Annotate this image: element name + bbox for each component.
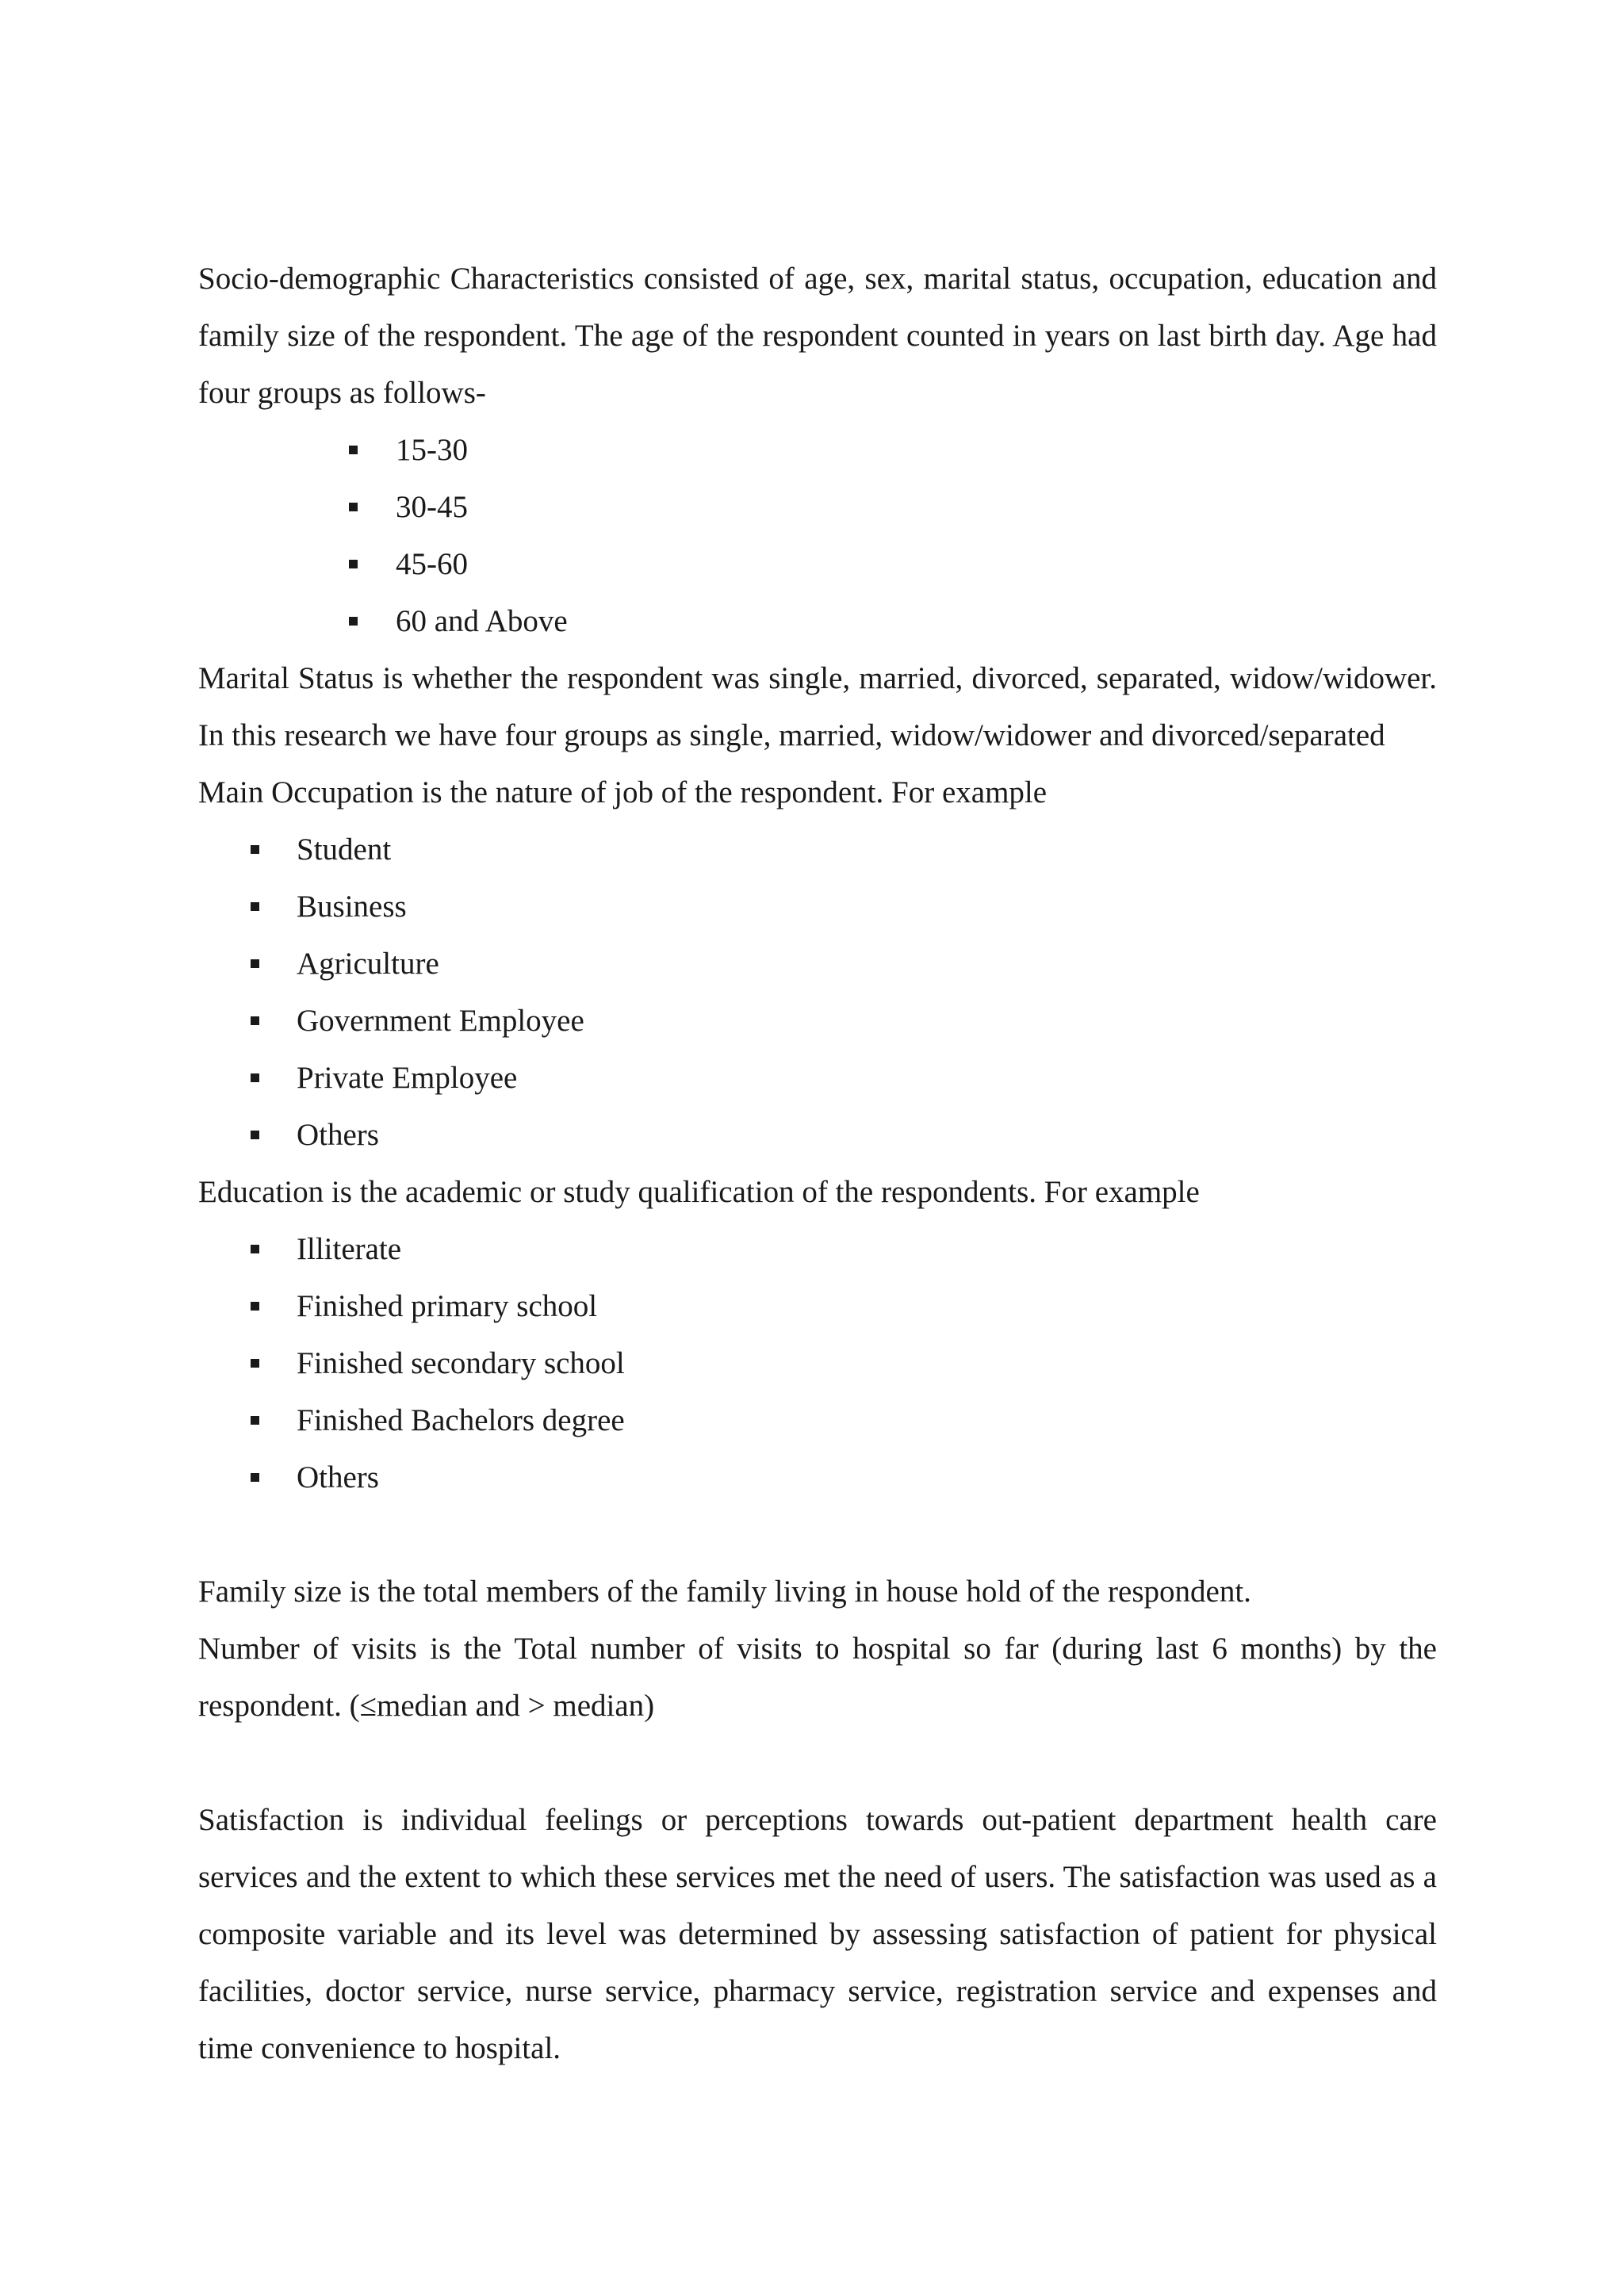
- occupation-paragraph: Main Occupation is the nature of job of the respondent. For example: [198, 775, 1048, 809]
- square-bullet-icon: [251, 1245, 259, 1253]
- list-item: [198, 1050, 1437, 1107]
- age-group-list: [198, 422, 1437, 650]
- square-bullet-icon: [349, 446, 358, 454]
- square-bullet-icon: [251, 1302, 259, 1311]
- marital-status-paragraph: Marital Status is whether the respondent was single, married, divorced, separated, widow/widower. In this research we have four groups as single, married, widow/widower and divorced/separated: [198, 661, 1437, 752]
- list-item-text: Others: [297, 1460, 379, 1494]
- education-paragraph: Education is the academic or study qualification of the respondents. For example: [198, 1175, 1200, 1209]
- list-item-text: Agriculture: [297, 947, 439, 981]
- list-item-text: Student: [297, 832, 392, 867]
- square-bullet-icon: [251, 902, 259, 911]
- list-item-text: 15-30: [396, 433, 468, 467]
- list-item: [198, 878, 1437, 936]
- list-item: [198, 821, 1437, 878]
- square-bullet-icon: [251, 1473, 259, 1482]
- intro-paragraph: Socio-demographic Characteristics consisted of age, sex, marital status, occupation, education and family size of the respondent. The age of the respondent counted in years on last birth day. Age had four groups as follows-: [198, 262, 1437, 410]
- square-bullet-icon: [251, 1016, 259, 1025]
- square-bullet-icon: [349, 617, 358, 626]
- list-item: [198, 936, 1437, 993]
- square-bullet-icon: [251, 1416, 259, 1425]
- list-item-text: Illiterate: [297, 1232, 402, 1266]
- square-bullet-icon: [349, 560, 358, 568]
- list-item: [198, 479, 1437, 536]
- list-item-text: 30-45: [396, 490, 468, 524]
- list-item-text: Finished secondary school: [297, 1346, 625, 1380]
- list-item-text: 45-60: [396, 547, 468, 581]
- visits-paragraph: Number of visits is the Total number of visits to hospital so far (during last 6 months) by the respondent. (≤median and > median): [198, 1632, 1437, 1723]
- paragraph-spacer: [198, 1506, 1437, 1563]
- satisfaction-paragraph: Satisfaction is individual feelings or perceptions towards out-patient department health care services and the extent to which these services met the need of users. The satisfaction was used as a composite variable and its level was determined by assessing satisfaction of patient for physical facilities, doctor service, nurse service, pharmacy service, registration service and expenses and time convenience to hospital.: [198, 1803, 1437, 2065]
- list-item: [198, 1221, 1437, 1278]
- list-item: [198, 422, 1437, 479]
- list-item-text: Finished primary school: [297, 1289, 598, 1323]
- list-item: [198, 1392, 1437, 1449]
- square-bullet-icon: [251, 845, 259, 854]
- list-item: [198, 1278, 1437, 1335]
- list-item: [198, 1449, 1437, 1506]
- list-item: [198, 593, 1437, 650]
- list-item-text: Others: [297, 1118, 379, 1152]
- list-item-text: Government Employee: [297, 1004, 584, 1038]
- list-item-text: Business: [297, 890, 407, 924]
- list-item: [198, 993, 1437, 1050]
- list-item-text: 60 and Above: [396, 604, 568, 638]
- list-item: [198, 1107, 1437, 1164]
- paragraph-spacer: [198, 1735, 1437, 1792]
- list-item-text: Private Employee: [297, 1061, 518, 1095]
- family-size-paragraph: Family size is the total members of the family living in house hold of the respondent.: [198, 1575, 1251, 1609]
- list-item: [198, 1335, 1437, 1392]
- list-item-text: Finished Bachelors degree: [297, 1403, 625, 1437]
- education-list: [198, 1221, 1437, 1506]
- square-bullet-icon: [251, 959, 259, 968]
- document-body: [198, 251, 1437, 2077]
- square-bullet-icon: [251, 1073, 259, 1082]
- square-bullet-icon: [251, 1359, 259, 1368]
- occupation-list: [198, 821, 1437, 1164]
- square-bullet-icon: [251, 1131, 259, 1139]
- list-item: [198, 536, 1437, 593]
- square-bullet-icon: [349, 503, 358, 511]
